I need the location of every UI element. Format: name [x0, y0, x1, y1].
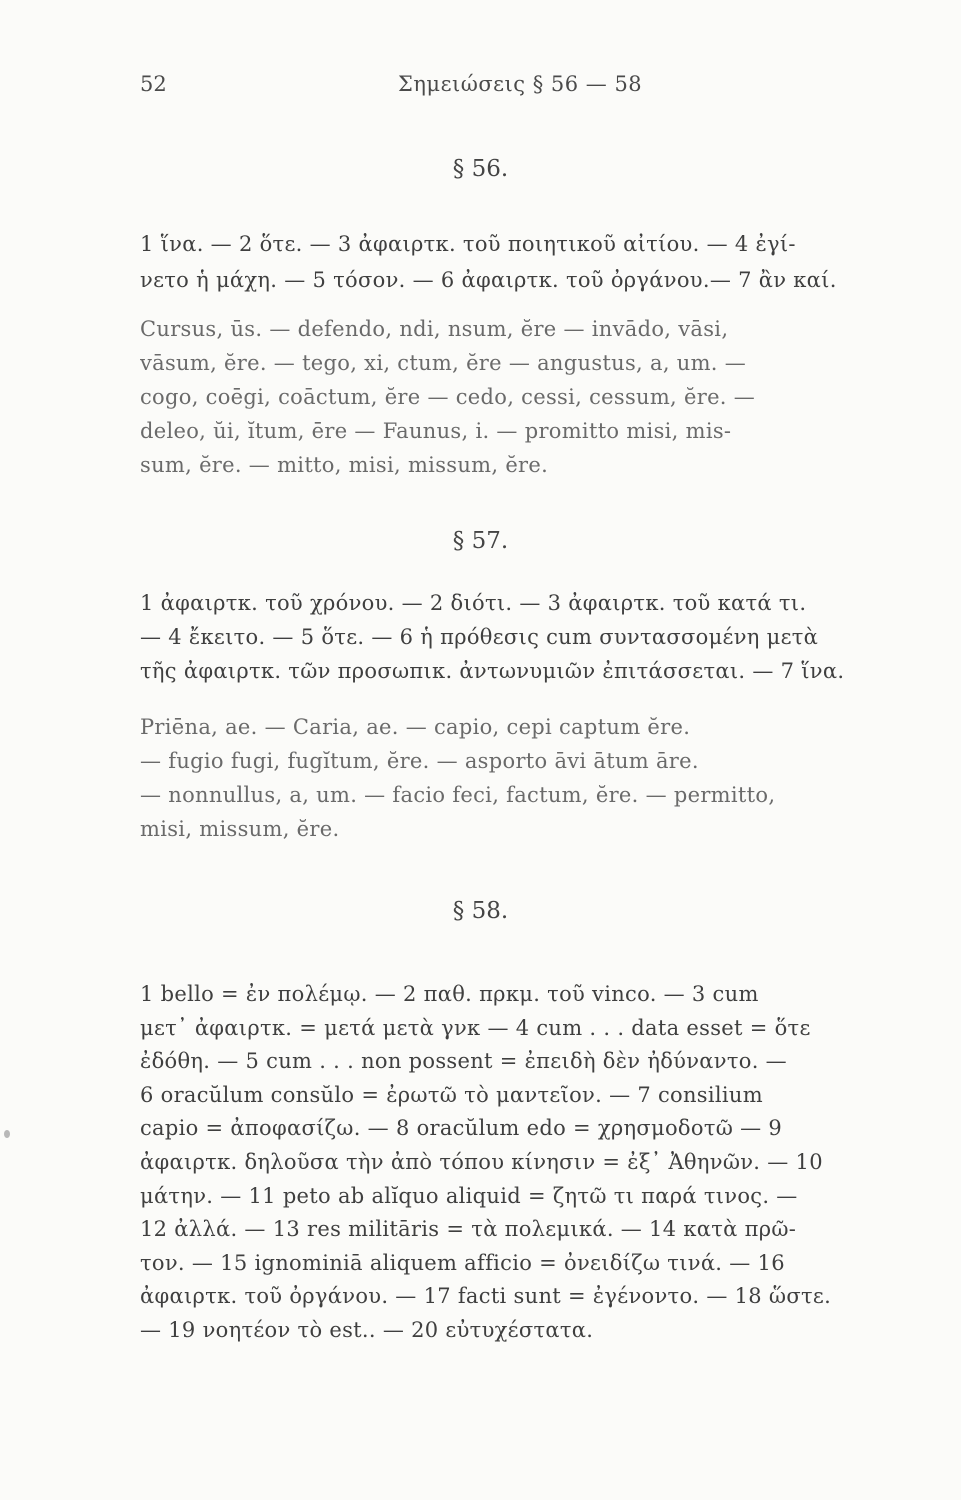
- section-heading-56: § 56.: [452, 156, 509, 182]
- text-line: vāsum, ĕre. — tego, xi, ctum, ĕre — angustus, a, um. —: [140, 351, 747, 375]
- text-line: μάτην. — 11 peto ab alĭquo aliquid = ζητῶ τι παρά τινος. —: [140, 1183, 798, 1208]
- text-line: 1 ἀφαιρτκ. τοῦ χρόνου. — 2 διότι. — 3 ἀφαιρτκ. τοῦ κατά τι.: [140, 591, 807, 615]
- text-line: capio = ἀποφασίζω. — 8 oracŭlum edo = χρησμοδοτῶ — 9: [140, 1116, 783, 1141]
- section-heading-58: § 58.: [452, 898, 509, 924]
- section-58-notes: [140, 978, 920, 1348]
- page-number: 52: [140, 72, 167, 96]
- text-line: 12 ἀλλά. — 13 res militāris = τὰ πολεμικά. — 14 κατὰ πρῶ-: [140, 1217, 797, 1242]
- text-line: — 4 ἔκειτο. — 5 ὅτε. — 6 ἡ πρόθεσις cum συντασσομένη μετὰ: [140, 625, 819, 649]
- text-line: — 19 νοητέον τὸ est.. — 20 εὐτυχέστατα.: [140, 1317, 594, 1342]
- text-line: deleo, ŭi, ĭtum, ēre — Faunus, i. — promitto misi, mis-: [140, 419, 732, 443]
- section-57-notes: [140, 586, 920, 688]
- text-line: ἐδόθη. — 5 cum . . . non possent = ἐπειδὴ δὲν ἠδύναντο. —: [140, 1049, 787, 1074]
- running-head: [0, 72, 961, 102]
- header-title: Σημειώσεις § 56 — 58: [398, 72, 643, 96]
- text-line: — nonnullus, a, um. — facio feci, factum, ĕre. — permitto,: [140, 783, 776, 807]
- text-line: νετο ἡ μάχη. — 5 τόσον. — 6 ἀφαιρτκ. τοῦ ὀργάνου.— 7 ἂν καί.: [140, 268, 837, 292]
- text-line: ἀφαιρτκ. τοῦ ὀργάνου. — 17 facti sunt = ἐγένοντο. — 18 ὥστε.: [140, 1284, 832, 1309]
- text-line: cogo, coēgi, coāctum, ĕre — cedo, cessi, cessum, ĕre. —: [140, 385, 756, 409]
- text-line: sum, ĕre. — mitto, misi, missum, ĕre.: [140, 453, 549, 477]
- text-line: 1 bello = ἐν πολέμῳ. — 2 παθ. πρκμ. τοῦ vinco. — 3 cum: [140, 982, 759, 1006]
- text-line: Cursus, ūs. — defendo, ndi, nsum, ĕre — invādo, vāsi,: [140, 317, 729, 341]
- text-line: 6 oracŭlum consŭlo = ἐρωτῶ τὸ μαντεῖον. — 7 consilium: [140, 1082, 763, 1107]
- text-line: τον. — 15 ignominiā aliquem afficio = ὀνειδίζω τινά. — 16: [140, 1250, 785, 1275]
- text-line: μετ᾽ ἀφαιρτκ. = μετά μετὰ γνκ — 4 cum . . . data esset = ὅτε: [140, 1015, 811, 1040]
- section-57-vocabulary: [140, 710, 920, 846]
- text-line: ἀφαιρτκ. δηλοῦσα τὴν ἀπὸ τόπου κίνησιν = ἐξ᾽ Ἀθηνῶν. — 10: [140, 1149, 823, 1174]
- text-line: — fugio fugi, fugĭtum, ĕre. — asporto āvi ātum āre.: [140, 749, 699, 773]
- section-56-notes: [140, 226, 920, 298]
- text-line: misi, missum, ĕre.: [140, 817, 340, 841]
- text-line: τῆς ἀφαιρτκ. τῶν προσωπικ. ἀντωνυμιῶν ἐπιτάσσεται. — 7 ἵνα.: [140, 659, 845, 683]
- section-56-vocabulary: [140, 312, 920, 482]
- margin-speck: [4, 1130, 10, 1138]
- text-line: Priēna, ae. — Caria, ae. — capio, cepi captum ĕre.: [140, 715, 691, 739]
- text-line: 1 ἵνα. — 2 ὅτε. — 3 ἀφαιρτκ. τοῦ ποιητικοῦ αἰτίου. — 4 ἐγί-: [140, 232, 796, 256]
- section-heading-57: § 57.: [452, 528, 509, 554]
